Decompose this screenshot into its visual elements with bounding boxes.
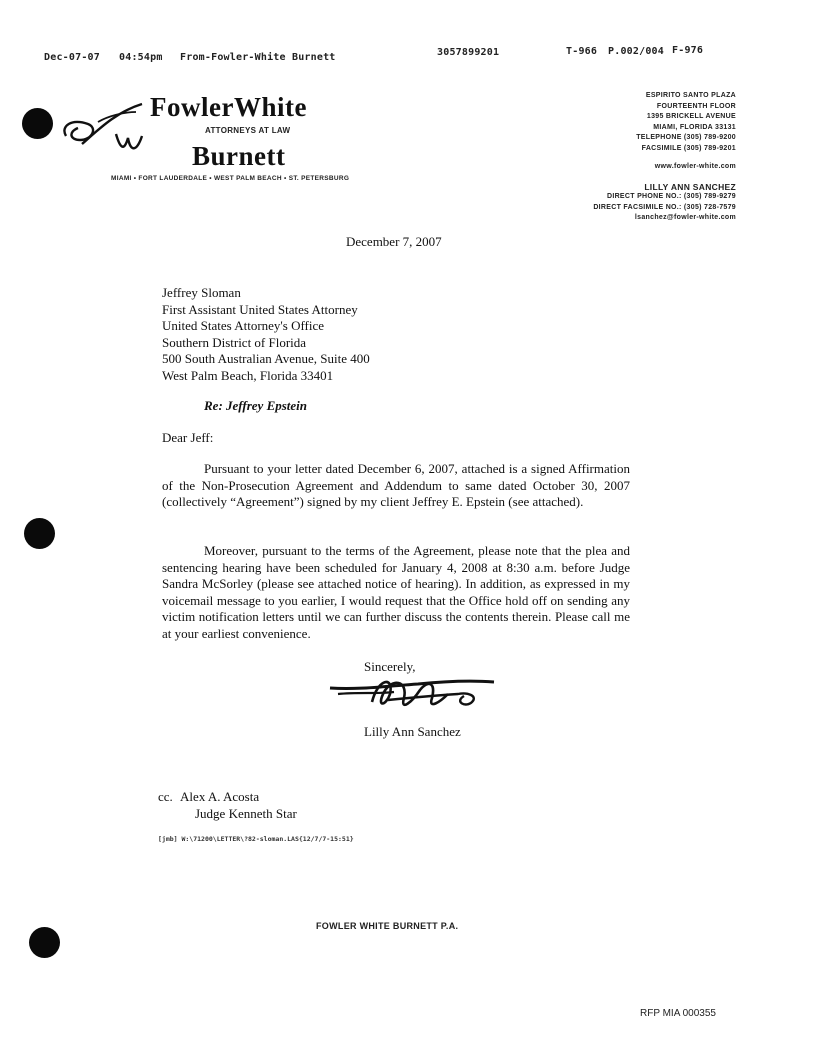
address-line: 1395 BRICKELL AVENUE xyxy=(646,113,736,120)
cc-recipient: Judge Kenneth Star xyxy=(195,805,297,821)
fw-script-logo xyxy=(58,96,158,164)
handwritten-signature xyxy=(328,672,498,718)
recipient-line: First Assistant United States Attorney xyxy=(162,301,358,317)
document-reference: [jmb] W:\71200\LETTER\?82-sloman.LAS{12/7/7-15:51} xyxy=(158,835,354,843)
body-paragraph-2: Moreover, pursuant to the terms of the Agreement, please note that the plea and sentencing hearing have been scheduled for January 4, 2008 at 8:30 a.m. before Judge Sandra McSorley (please see attached notice of hearing). In addition, as expressed in my voicemail message to you earlier, I would request that the Office hold off on sending any victim notification letters until we can further discuss the contents therein. Please call me at your earliest convenience. xyxy=(162,543,630,641)
recipient-name: Jeffrey Sloman xyxy=(162,285,241,300)
punch-hole-top xyxy=(22,108,53,139)
address-line: FOURTEENTH FLOOR xyxy=(656,102,736,110)
address-line: MIAMI, FLORIDA 33131 xyxy=(653,123,736,131)
letter-date: December 7, 2007 xyxy=(346,234,442,249)
salutation: Dear Jeff: xyxy=(162,430,214,445)
footer-firm-name: FOWLER WHITE BURNETT P.A. xyxy=(316,921,459,931)
bates-number: RFP MIA 000355 xyxy=(640,1008,716,1019)
firm-name-line2: Burnett xyxy=(192,141,286,171)
attorney-email: lsanchez@fowler-white.com xyxy=(634,214,736,221)
body-paragraph-1: Pursuant to your letter dated December 6, 2007, attached is a signed Affirmation of the Non-Prosecution Agreement and Addendum to same dated October 30, 2007 (collectively “Agreement”) signed by my client Jeffrey E. Epstein (see attached). xyxy=(162,461,630,509)
punch-hole-bottom xyxy=(29,927,60,958)
closing: Sincerely, xyxy=(364,659,416,674)
cc-block xyxy=(158,789,297,822)
re-subject: Jeffrey Epstein xyxy=(226,398,308,413)
direct-phone: DIRECT PHONE NO.: (305) 789-9279 xyxy=(606,193,736,200)
re-line xyxy=(204,398,307,415)
fax-t-code: T-966 xyxy=(566,46,598,57)
fax-f-code: F-976 xyxy=(672,45,704,56)
signer-name: Lilly Ann Sanchez xyxy=(364,724,461,739)
signature-scribble xyxy=(328,672,498,718)
recipient-line: West Palm Beach, Florida 33401 xyxy=(162,367,334,383)
fax-phone: 3057899201 xyxy=(437,47,500,58)
recipient-line: Southern District of Florida xyxy=(162,334,307,350)
firm-name-line1: FowlerWhite xyxy=(150,92,307,122)
firm-tagline: ATTORNEYS AT LAW xyxy=(205,126,291,135)
firm-website: www.fowler-white.com xyxy=(654,163,736,170)
attorney-name: LILLY ANN SANCHEZ xyxy=(644,181,736,192)
punch-hole-middle xyxy=(24,518,55,549)
recipient-line: 500 South Australian Avenue, Suite 400 xyxy=(162,351,370,366)
cc-recipient: Alex A. Acosta xyxy=(180,789,260,804)
re-label: Re: xyxy=(204,398,223,413)
office-locations: MIAMI • FORT LAUDERDALE • WEST PALM BEACH • ST. PETERSBURG xyxy=(111,175,350,182)
recipient-address-block xyxy=(162,285,370,384)
fax-time: 04:54pm xyxy=(119,52,163,63)
address-line: FACSIMILE (305) 789-9201 xyxy=(641,144,736,152)
address-line: TELEPHONE (305) 789-9200 xyxy=(636,134,736,141)
fax-from: From-Fowler-White Burnett xyxy=(180,52,336,63)
direct-fax: DIRECT FACSIMILE NO.: (305) 728-7579 xyxy=(593,203,736,211)
recipient-line: United States Attorney's Office xyxy=(162,318,325,333)
fax-page: P.002/004 xyxy=(608,46,664,57)
address-line: ESPIRITO SANTO PLAZA xyxy=(645,92,736,99)
firm-address-block xyxy=(516,91,736,224)
cc-label: cc. xyxy=(158,789,173,804)
firm-logo-monogram xyxy=(58,96,158,164)
fax-date: Dec-07-07 xyxy=(44,52,100,63)
